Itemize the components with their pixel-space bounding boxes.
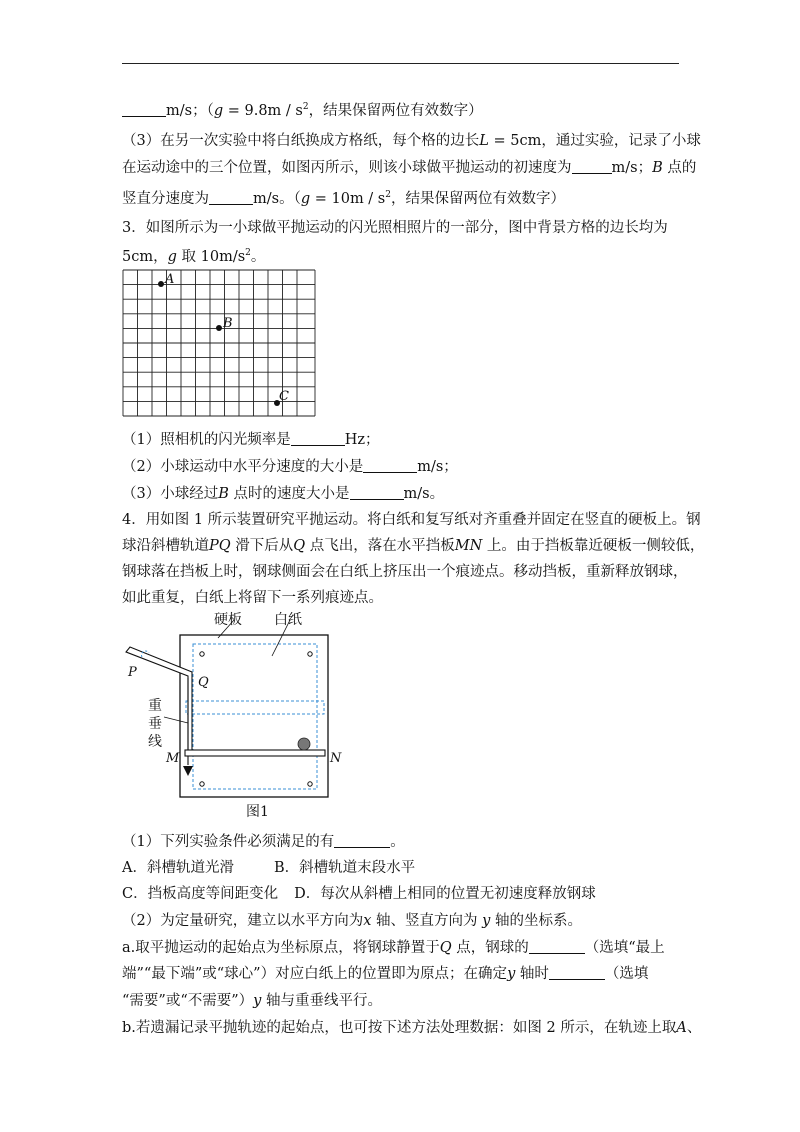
answer-blank[interactable] (529, 939, 585, 954)
figure-caption: 图1 (246, 804, 269, 820)
point-b (216, 325, 222, 331)
label-plumb-3: 线 (148, 734, 162, 750)
label-a: A (165, 272, 175, 287)
option-b[interactable]: B．斜槽轨道末段水平 (273, 860, 416, 876)
q4-b-line1: b.若遗漏记录平抛轨迹的起始点，也可按下述方法处理数据：如图 2 所示，在轨迹上取A、 (122, 1020, 702, 1036)
answer-blank[interactable] (549, 965, 605, 980)
q3-sub1: （1）照相机的闪光频率是 Hz； (122, 432, 380, 448)
label-q: Q (198, 675, 209, 690)
option-c[interactable]: C．挡板高度等间距变化 (122, 886, 279, 902)
label-board: 硬板 (214, 612, 242, 628)
label-paper: 白纸 (274, 612, 302, 628)
apparatus-figure (118, 610, 358, 822)
steel-ball-icon (298, 738, 310, 750)
pin-icon (200, 652, 204, 656)
baffle-mn (185, 750, 325, 756)
q4-line3: 钢球落在挡板上时，钢球侧面会在白纸上挤压出一个痕迹点。移动挡板，重新释放钢球， (122, 564, 688, 580)
header-rule (122, 63, 679, 64)
q2-part3-line3: 竖直分速度为 m/s。（$g = 10m / s^2$，结果保留两位有效数字） (122, 190, 565, 207)
q4-line1: 4．用如图 1 所示装置研究平抛运动。将白纸和复写纸对齐重叠并固定在竖直的硬板上。钢 (122, 512, 701, 528)
point-a (158, 281, 164, 287)
q2-line-unit: m/s；（$g = 9.8m / s^2$，结果保留两位有效数字） (122, 97, 483, 121)
q4-options-ab (122, 858, 415, 878)
answer-blank[interactable] (334, 833, 390, 848)
answer-blank[interactable] (291, 431, 345, 446)
label-m: M (166, 751, 180, 766)
q4-line2: 球沿斜槽轨道PQ 滑下后从Q 点飞出，落在水平挡板MN 上。由于挡板靠近硬板一侧较低， (122, 538, 705, 554)
q3-line2: 5cm，g 取 $10m/s^2$。 (122, 248, 266, 265)
label-b: B (223, 316, 233, 331)
carbon-strip (186, 701, 324, 714)
pin-icon (308, 782, 312, 786)
q2-part3-line2: 在运动途中的三个位置，如图丙所示，则该小球做平抛运动的初速度为 m/s；B 点的 (122, 160, 697, 176)
answer-blank[interactable] (363, 458, 417, 473)
answer-blank[interactable] (122, 102, 166, 117)
label-p: P (128, 665, 137, 680)
q4-a-line1: a.取平抛运动的起始点为坐标原点，将钢球静置于Q 点，钢球的 （选填“最上 (122, 940, 665, 956)
hard-board (180, 635, 328, 797)
q4-options-cd (122, 884, 596, 904)
q3-sub3: （3）小球经过B 点时的速度大小是 m/s。 (122, 486, 445, 502)
q4-a-line2: 端”“最下端”或“球心”）对应白纸上的位置即为原点；在确定y 轴时 （选填 (122, 966, 649, 982)
option-d[interactable]: D．每次从斜槽上相同的位置无初速度释放钢球 (294, 886, 596, 902)
plumb-pointer (164, 717, 188, 723)
label-n: N (330, 751, 342, 766)
label-plumb-2: 垂 (148, 716, 162, 732)
pin-icon (308, 652, 312, 656)
q2-part3-line1: （3）在另一次实验中将白纸换成方格纸，每个格的边长L = 5cm，通过实验，记录了小球 (122, 133, 701, 149)
answer-blank[interactable] (209, 190, 253, 205)
answer-blank[interactable] (350, 485, 404, 500)
q4-line4: 如此重复，白纸上将留下一系列痕迹点。 (122, 590, 383, 606)
answer-blank[interactable] (572, 159, 612, 174)
label-plumb-1: 重 (148, 698, 162, 714)
q3-sub2: （2）小球运动中水平分速度的大小是 m/s； (122, 459, 458, 475)
q3-grid-figure (118, 266, 324, 422)
white-paper (193, 644, 317, 789)
option-a[interactable]: A．斜槽轨道光滑 (122, 860, 234, 876)
label-c: C (279, 389, 289, 404)
q4-sub1: （1）下列实验条件必须满足的有 。 (122, 834, 405, 850)
plumb-bob-icon (183, 766, 193, 776)
q3-line1: 3．如图所示为一小球做平抛运动的闪光照相照片的一部分，图中背景方格的边长均为 (122, 220, 668, 236)
pin-icon (200, 782, 204, 786)
q4-a-line3: “需要”或“不需要”）y 轴与重垂线平行。 (122, 993, 382, 1009)
q4-sub2: （2）为定量研究，建立以水平方向为x 轴、竖直方向为 y 轴的坐标系。 (122, 913, 582, 929)
